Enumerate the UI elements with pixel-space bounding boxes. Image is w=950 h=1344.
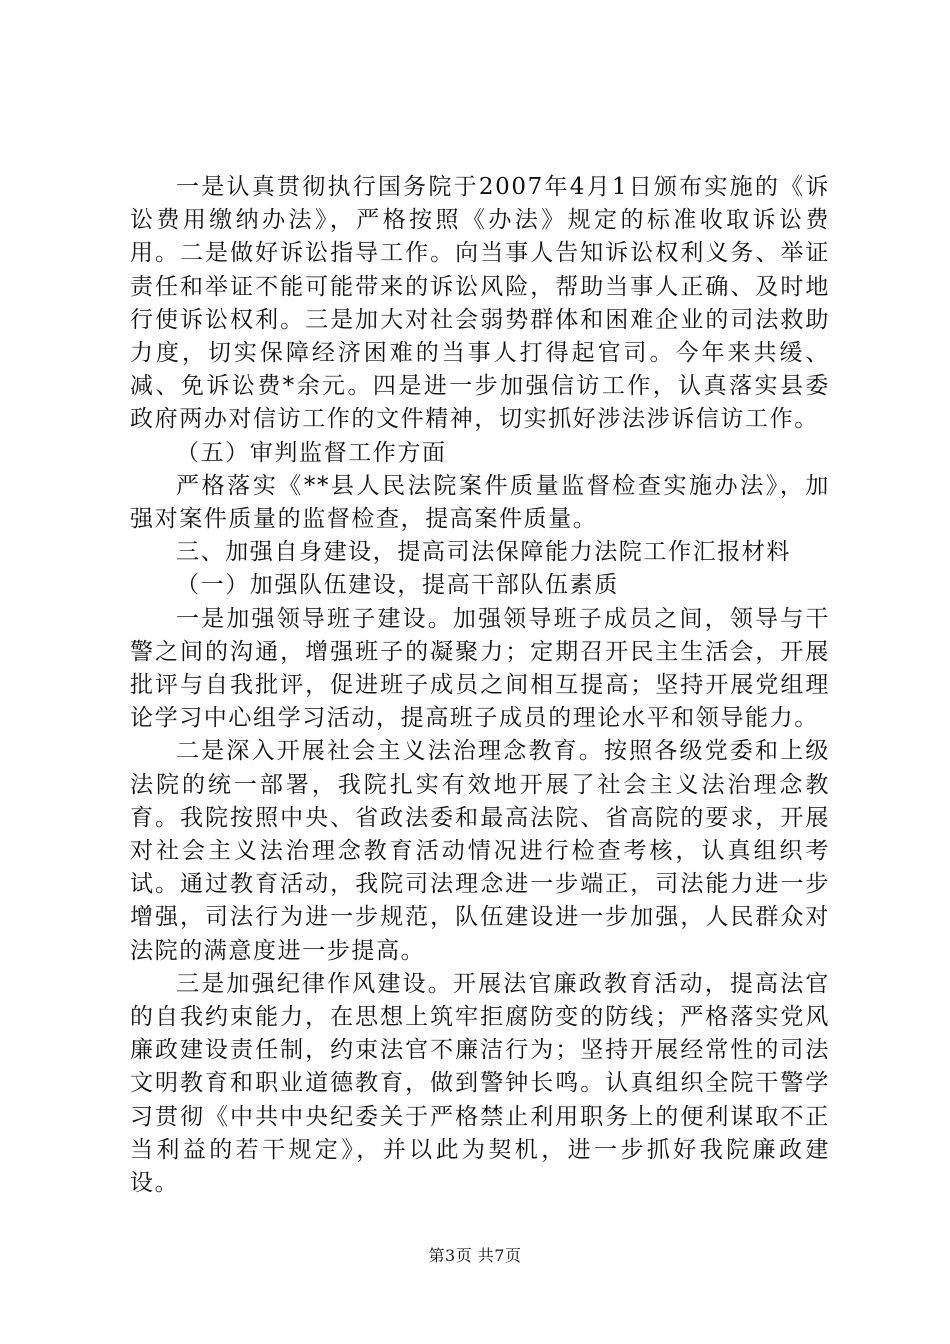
paragraph-quality-supervision: 严格落实《**县人民法院案件质量监督检查实施办法》，加强对案件质量的监督检查，提高案件质量。 [130, 472, 830, 533]
section-heading-trial-supervision: （五）审判监督工作方面 [176, 439, 447, 466]
paragraph-litigation-fees: 一是认真贯彻执行国务院于2007年4月1日颁布实施的《诉讼费用缴纳办法》，严格按照《办法》规定的标准收取诉讼费用。二是做好诉讼指导工作。向当事人告知诉讼权利义务、举证责任和举证不能可能带来的诉讼风险，帮助当事人正确、及时地行使诉讼权利。三是加大对社会弱势群体和困难企业的司法救助力度，切实保障经济困难的当事人打得起官司。今年来共缓、减、免诉讼费*余元。四是进一步加强信访工作，认真落实县委政府两办对信访工作的文件精神，切实抓好涉法涉诉信访工作。 [130, 174, 830, 433]
document-body [130, 171, 830, 1200]
paragraph-leadership-building: 一是加强领导班子建设。加强领导班子成员之间，领导与干警之间的沟通，增强班子的凝聚力；定期召开民主生活会，开展批评与自我批评，促进班子成员之间相互提高；坚持开展党组理论学习中心组学习活动，提高班子成员的理论水平和领导能力。 [130, 605, 830, 732]
paragraph-rule-of-law-education: 二是深入开展社会主义法治理念教育。按照各级党委和上级法院的统一部署，我院扎实有效地开展了社会主义法治理念教育。我院按照中央、省政法委和最高法院、省高院的要求，开展对社会主义法治理念教育活动情况进行检查考核，认真组织考试。通过教育活动，我院司法理念进一步端正，司法能力进一步增强，司法行为进一步规范，队伍建设进一步加强，人民群众对法院的满意度进一步提高。 [130, 738, 830, 964]
section-heading-self-building: 三、加强自身建设，提高司法保障能力法院工作汇报材料 [176, 539, 791, 566]
paragraph-discipline-style: 三是加强纪律作风建设。开展法官廉政教育活动，提高法官的自我约束能力，在思想上筑牢拒腐防变的防线；严格落实党风廉政建设责任制，约束法官不廉洁行为；坚持开展经常性的司法文明教育和职业道德教育，做到警钟长鸣。认真组织全院干警学习贯彻《中共中央纪委关于严格禁止利用职务上的便利谋取不正当利益的若干规定》，并以此为契机，进一步抓好我院廉政建设。 [130, 970, 830, 1197]
section-heading-team-building: （一）加强队伍建设，提高干部队伍素质 [176, 572, 619, 599]
page-number-footer: 第3页 共7页 [428, 1246, 522, 1265]
